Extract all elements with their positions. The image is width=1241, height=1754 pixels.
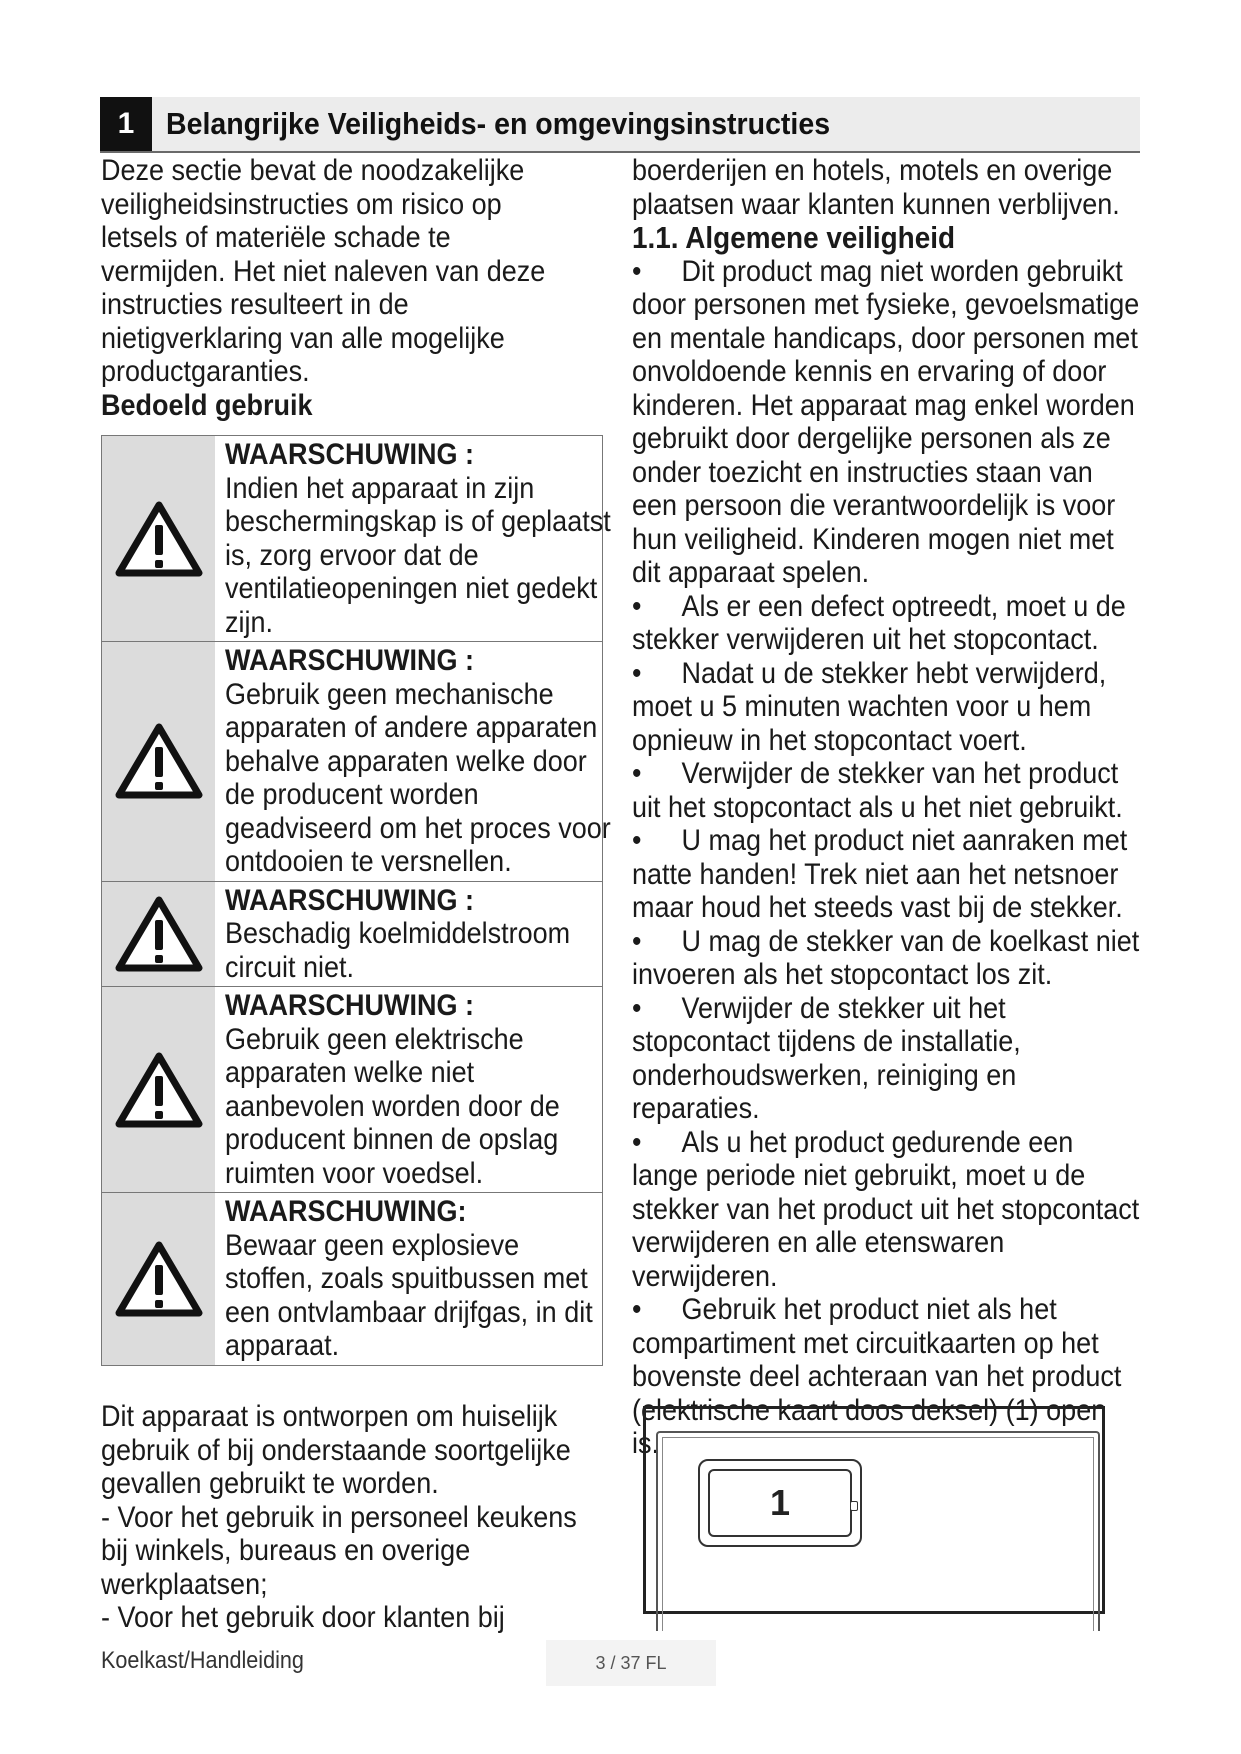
warning-title: WAARSCHUWING :: [225, 644, 474, 677]
warning-triangle-icon: [102, 882, 215, 987]
intended-use-heading: Bedoeld gebruik: [101, 388, 313, 422]
safety-bullet-item: [632, 255, 1141, 590]
warning-row: [102, 436, 611, 641]
warning-row: [102, 641, 611, 881]
warning-text: Gebruik geen elektrische apparaten welke niet aanbevolen worden door de producent binnen de opslag ruimten voor voedsel.: [225, 1022, 560, 1190]
warning-triangle-icon: [102, 642, 215, 881]
figure-label: 1: [708, 1469, 852, 1537]
warning-text: Indien het apparaat in zijn beschermingskap is of geplaatst is, zorg ervoor dat de ventilatieopeningen niet gedekt zijn.: [225, 471, 611, 639]
safety-bullet-item: [632, 925, 1141, 992]
usage-item: - Voor het gebruik in personeel keukens bij winkels, bureaus en overige werkplaatsen;: [101, 1500, 577, 1601]
safety-bullet-list: [632, 255, 1141, 1461]
bullet-dot: •: [632, 589, 642, 623]
warning-row: [102, 986, 602, 1192]
bullet-text: Als u het product gedurende een lange periode niet gebruikt, moet u de stekker van het product uit het stopcontact verwijderen en alle etenswaren verwijderen.: [632, 1125, 1140, 1293]
bullet-text: Dit product mag niet worden gebruikt door personen met fysieke, gevoelsmatige en mentale handicaps, door personen met onvoldoende kennis en ervaring of door kinderen. Het apparaat mag enkel worden gebruikt door dergelijke personen als ze onder toezicht en instructies staan van een persoon die verantwoordelijk is voor hun veiligheid. Kinderen mogen niet met dit apparaat spelen.: [632, 254, 1140, 589]
left-column: [101, 154, 641, 422]
footer-page-number: 3 / 37 FL: [546, 1640, 716, 1686]
warning-row: [102, 1192, 602, 1365]
bullet-dot: •: [632, 656, 642, 690]
warning-text-cell: [215, 987, 659, 1192]
safety-bullet-item: [632, 657, 1141, 758]
warning-text-cell: [215, 882, 659, 987]
warning-text: Gebruik geen mechanische apparaten of andere apparaten behalve apparaten welke door de producent worden geadviseerd om het proces voor ontdooien te versnellen.: [225, 677, 611, 878]
bullet-text: Nadat u de stekker hebt verwijderd, moet u 5 minuten wachten voor u hem opnieuw in het stopcontact voert.: [632, 656, 1107, 757]
safety-bullet-item: [632, 1126, 1141, 1294]
intro-paragraph: Deze sectie bevat de noodzakelijke veiligheidsinstructies om risico op letsels of materiële schade te vermijden. Het niet naleven van deze instructies resulteert in de nietigverklaring van alle mogelijke productgaranties.: [101, 154, 546, 388]
warning-table: [101, 435, 611, 1366]
warning-text: Bewaar geen explosieve stoffen, zoals spuitbussen met een ontvlambaar drijfgas, in dit apparaat.: [225, 1228, 593, 1362]
warning-text-cell: [215, 436, 659, 641]
bullet-dot: •: [632, 1125, 642, 1159]
warning-title: WAARSCHUWING :: [225, 989, 474, 1022]
warning-triangle-icon: [102, 987, 215, 1192]
bullet-text: U mag het product niet aanraken met natte handen! Trek niet aan het netsnoer maar houd het steeds vast bij de stekker.: [632, 824, 1128, 924]
footer-document-title: Koelkast/Handleiding: [101, 1647, 304, 1674]
fridge-top-outline: [656, 1431, 1100, 1631]
warning-text: Beschadig koelmiddelstroom circuit niet.: [225, 917, 571, 984]
warning-title: WAARSCHUWING:: [225, 1195, 467, 1228]
warning-title: WAARSCHUWING :: [225, 438, 474, 471]
bullet-dot: •: [632, 924, 642, 958]
warning-text-cell: [215, 642, 659, 881]
bullet-text: Als er een defect optreedt, moet u de stekker verwijderen uit het stopcontact.: [632, 589, 1126, 656]
safety-bullet-item: [632, 992, 1141, 1126]
bullet-text: U mag de stekker van de koelkast niet invoeren als het stopcontact los zit.: [632, 924, 1140, 991]
warning-triangle-icon: [102, 1193, 215, 1365]
safety-bullet-item: [632, 757, 1141, 824]
general-safety-heading: 1.1. Algemene veiligheid: [632, 220, 956, 255]
warning-text-cell: [215, 1193, 659, 1365]
warning-title: WAARSCHUWING :: [225, 883, 474, 917]
control-box-figure: [643, 1406, 1105, 1614]
bullet-text: Verwijder de stekker van het product uit het stopcontact als u het niet gebruikt.: [632, 757, 1123, 824]
bullet-dot: •: [632, 991, 642, 1025]
electric-card-box: [698, 1459, 862, 1547]
usage-block: [101, 1400, 661, 1635]
safety-bullet-item: [632, 824, 1141, 925]
usage-text: Dit apparaat is ontworpen om huiselijk gebruik of bij onderstaande soortgelijke gevallen gebruikt te worden.: [101, 1400, 571, 1500]
section-number: 1: [100, 97, 152, 151]
section-header: [100, 97, 1140, 153]
bullet-dot: •: [632, 1293, 642, 1326]
bullet-dot: •: [632, 254, 642, 288]
box-latch: [850, 1501, 858, 1511]
bullet-dot: •: [632, 824, 642, 857]
section-title: Belangrijke Veiligheids- en omgevingsinstructies: [166, 106, 831, 141]
warning-triangle-icon: [102, 436, 215, 641]
bullet-text: Verwijder de stekker uit het stopcontact tijdens de installatie, onderhoudswerken, reiniging en reparaties.: [632, 991, 1021, 1125]
continuation-text: boerderijen en hotels, motels en overige plaatsen waar klanten kunnen verblijven.: [632, 154, 1120, 221]
bullet-dot: •: [632, 757, 642, 790]
warning-row: [102, 881, 602, 987]
bullet-text: Gebruik het product niet als het compartiment met circuitkaarten op het bovenste deel achteraan van het product (elektrische kaart doos deksel) (1) open is.: [632, 1293, 1122, 1460]
usage-item: - Voor het gebruik door klanten bij: [101, 1601, 505, 1634]
safety-bullet-item: [632, 590, 1141, 657]
right-column: [632, 154, 1152, 1461]
